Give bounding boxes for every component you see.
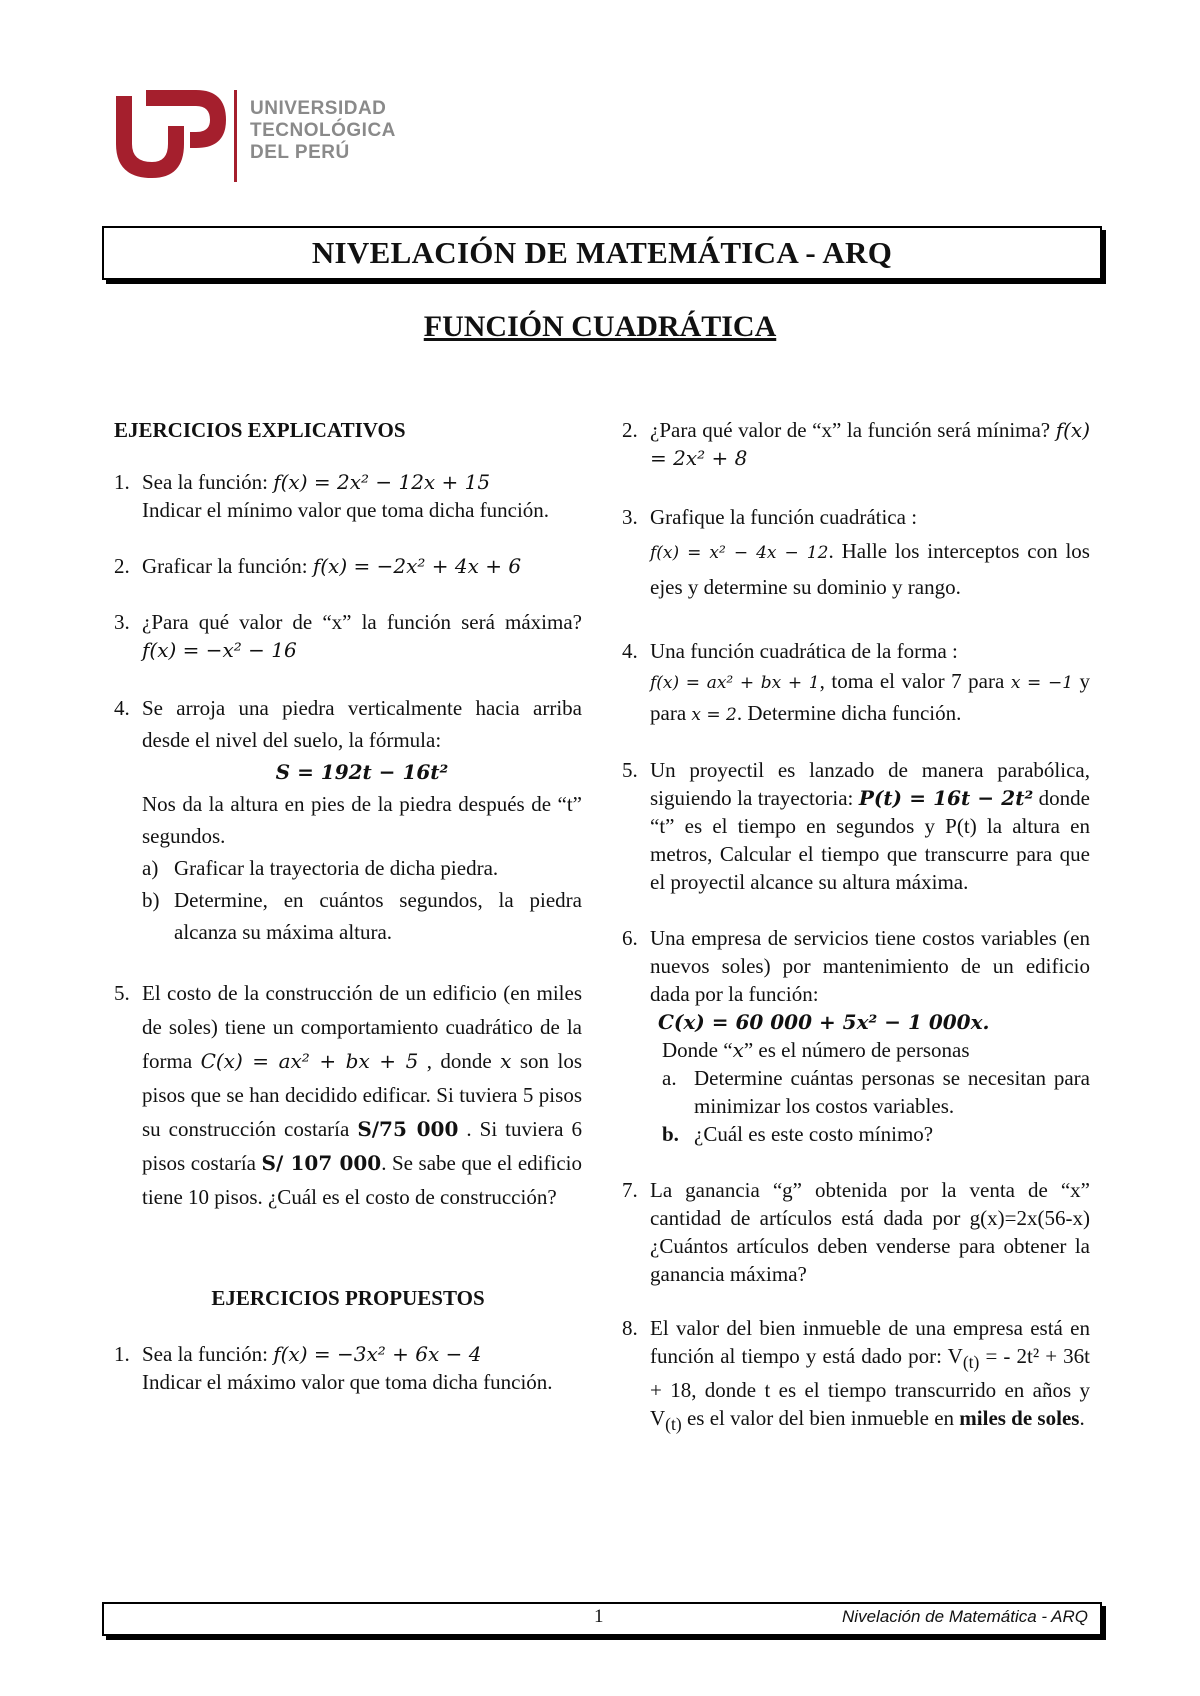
item-text: Graficar la función: bbox=[142, 554, 313, 578]
exercise-item bbox=[622, 756, 1090, 896]
item-text: Un proyectil es lanzado de manera parabólica, siguiendo la trayectoria: bbox=[650, 758, 1090, 810]
item-math: C(x) = ax² + bx + 5 bbox=[200, 1049, 419, 1073]
item-number: 4. bbox=[114, 696, 130, 720]
item-text: . Halle los interceptos con los ejes y determine su dominio y rango. bbox=[650, 539, 1090, 599]
exercise-item bbox=[114, 1340, 582, 1396]
item-number: 8. bbox=[622, 1316, 638, 1340]
sub-text: Determine cuántas personas se necesitan para minimizar los costos variables. bbox=[694, 1066, 1090, 1118]
item-text: . Si tuviera 6 pisos costaría bbox=[142, 1117, 582, 1175]
item-text: El valor del bien inmueble de una empresa está en función al tiempo y está dado por: V bbox=[650, 1316, 1090, 1368]
item-text: Sea la función: bbox=[142, 1342, 274, 1366]
item-text: son los pisos que se han decidido edificar. Si tuviera 5 pisos su construcción costaría bbox=[142, 1049, 582, 1141]
logo-divider bbox=[234, 90, 237, 182]
item-math: x bbox=[500, 1049, 512, 1073]
sub-item bbox=[662, 1120, 1090, 1148]
sub-text: Determine, en cuántos segundos, la piedra alcanza su máxima altura. bbox=[174, 888, 582, 944]
bold-text: miles de soles bbox=[959, 1406, 1080, 1431]
item-number: 4. bbox=[622, 639, 638, 663]
item-number: 3. bbox=[622, 505, 638, 529]
page-footer bbox=[102, 1602, 1102, 1636]
section-heading: EJERCICIOS EXPLICATIVOS bbox=[114, 418, 406, 442]
item-text: Se arroja una piedra verticalmente hacia arriba desde el nivel del suelo, la fórmula: bbox=[142, 696, 582, 752]
footer-text: Nivelación de Matemática - ARQ bbox=[842, 1607, 1088, 1626]
exercise-item bbox=[114, 608, 582, 664]
item-text: . Determine dicha función. bbox=[736, 701, 962, 725]
exercise-item bbox=[114, 692, 582, 948]
subscript: (t) bbox=[665, 1414, 682, 1435]
item-text: Una función cuadrática de la forma : bbox=[650, 639, 958, 663]
item-text: es el valor del bien inmueble en bbox=[681, 1406, 960, 1431]
item-number: 5. bbox=[114, 981, 130, 1005]
item-text: Nos da la altura en pies de la piedra después de “t” segundos. bbox=[142, 792, 582, 848]
item-number: 2. bbox=[114, 554, 130, 578]
left-column bbox=[114, 416, 582, 1396]
item-number: 1. bbox=[114, 470, 130, 494]
sub-label: b) bbox=[142, 888, 160, 912]
item-text: Donde “ bbox=[662, 1038, 733, 1062]
title-box bbox=[102, 226, 1102, 280]
item-number: 6. bbox=[622, 926, 638, 950]
page-number: 1 bbox=[594, 1606, 604, 1627]
sub-item bbox=[142, 852, 582, 884]
sub-label: b. bbox=[662, 1122, 679, 1146]
item-math: S/75 000 bbox=[357, 1117, 459, 1141]
item-text: = - 2t² + 36t + 18, donde t es el tiempo transcurrido en años y V bbox=[650, 1344, 1090, 1431]
item-text: Una empresa de servicios tiene costos variables (en nuevos soles) por mantenimiento de un edificio dada por la función: bbox=[650, 926, 1090, 1006]
sub-text: ¿Cuál es este costo mínimo? bbox=[694, 1122, 934, 1146]
section-heading: EJERCICIOS PROPUESTOS bbox=[211, 1286, 485, 1310]
item-number: 7. bbox=[622, 1178, 638, 1202]
item-text: Sea la función: bbox=[142, 470, 274, 494]
exercise-item bbox=[622, 416, 1090, 472]
university-logo bbox=[112, 86, 402, 186]
item-text: , toma el valor 7 para bbox=[819, 669, 1011, 693]
item-text: El costo de la construcción de un edificio (en miles de soles) tiene un comportamiento cuadrático de la forma bbox=[142, 981, 582, 1073]
item-text: . Se sabe que el edificio tiene 10 pisos. ¿Cuál es el costo de construcción? bbox=[142, 1151, 582, 1209]
item-text: donde “t” es el tiempo en segundos y P(t) la altura en metros, Calcular el tiempo que transcurre para que el proyectil alcance su altura máxima. bbox=[650, 786, 1090, 894]
exercise-item bbox=[114, 552, 582, 580]
sub-text: Graficar la trayectoria de dicha piedra. bbox=[174, 856, 499, 880]
item-text: ” es el número de personas bbox=[743, 1038, 970, 1062]
utp-logo-icon bbox=[112, 86, 230, 186]
exercise-item bbox=[622, 1314, 1090, 1438]
right-column bbox=[622, 416, 1090, 1438]
item-number: 2. bbox=[622, 418, 638, 442]
item-text-line bbox=[650, 1036, 1090, 1064]
logo-wordmark bbox=[250, 98, 396, 164]
item-math: x bbox=[732, 1038, 744, 1062]
item-text: Grafique la función cuadrática : bbox=[650, 505, 918, 529]
sub-label: a) bbox=[142, 856, 159, 880]
exercise-item bbox=[622, 636, 1090, 730]
exercise-item bbox=[114, 468, 582, 524]
item-math: f(x) = −3x² + 6x − 4 bbox=[273, 1342, 482, 1366]
item-text: , donde bbox=[418, 1049, 501, 1073]
item-math: x = −1 bbox=[1010, 673, 1074, 693]
page-subtitle: FUNCIÓN CUADRÁTICA bbox=[423, 310, 777, 343]
logo-line: UNIVERSIDAD bbox=[250, 98, 387, 119]
item-formula: S = 192t − 16t² bbox=[275, 760, 449, 784]
logo-line: TECNOLÓGICA bbox=[250, 120, 396, 141]
exercise-item bbox=[622, 924, 1090, 1148]
item-text: La ganancia “g” obtenida por la venta de “x” cantidad de artículos está dada por g(x)=2x(56-x) ¿Cuántos artículos deben venderse para obtener la ganancia máxima? bbox=[650, 1178, 1090, 1286]
item-math: f(x) = x² − 4x − 12 bbox=[650, 543, 829, 563]
item-text: . bbox=[1079, 1406, 1085, 1431]
item-math: S/ 107 000 bbox=[261, 1151, 382, 1175]
item-math: P(t) = 16t − 2t² bbox=[858, 786, 1034, 810]
page-title: NIVELACIÓN DE MATEMÁTICA - ARQ bbox=[311, 235, 893, 270]
item-number: 5. bbox=[622, 758, 638, 782]
item-math: x = 2 bbox=[691, 705, 737, 725]
item-text: ¿Para qué valor de “x” la función será máxima? bbox=[142, 610, 582, 634]
item-number: 1. bbox=[114, 1342, 130, 1366]
logo-line: DEL PERÚ bbox=[250, 142, 350, 163]
exercise-item bbox=[622, 500, 1090, 604]
item-math: f(x) = 2x² − 12x + 15 bbox=[273, 470, 491, 494]
sub-item bbox=[142, 884, 582, 948]
item-formula: C(x) = 60 000 + 5x² − 1 000x. bbox=[658, 1010, 990, 1034]
item-math: f(x) = 2x² + 8 bbox=[650, 418, 1090, 470]
item-math: f(x) = −x² − 16 bbox=[142, 638, 297, 662]
item-text: ¿Para qué valor de “x” la función será mínima? bbox=[650, 418, 1056, 442]
exercise-item bbox=[114, 976, 582, 1214]
item-text: Indicar el mínimo valor que toma dicha función. bbox=[142, 498, 550, 522]
item-math: f(x) = ax² + bx + 1 bbox=[650, 673, 820, 693]
subscript: (t) bbox=[962, 1352, 980, 1373]
item-text: Indicar el máximo valor que toma dicha función. bbox=[142, 1370, 553, 1394]
item-math: f(x) = −2x² + 4x + 6 bbox=[312, 554, 522, 578]
sub-item bbox=[662, 1064, 1090, 1120]
item-text: y para bbox=[650, 669, 1091, 725]
item-number: 3. bbox=[114, 610, 130, 634]
exercise-item bbox=[622, 1176, 1090, 1288]
sub-label: a. bbox=[662, 1066, 677, 1090]
